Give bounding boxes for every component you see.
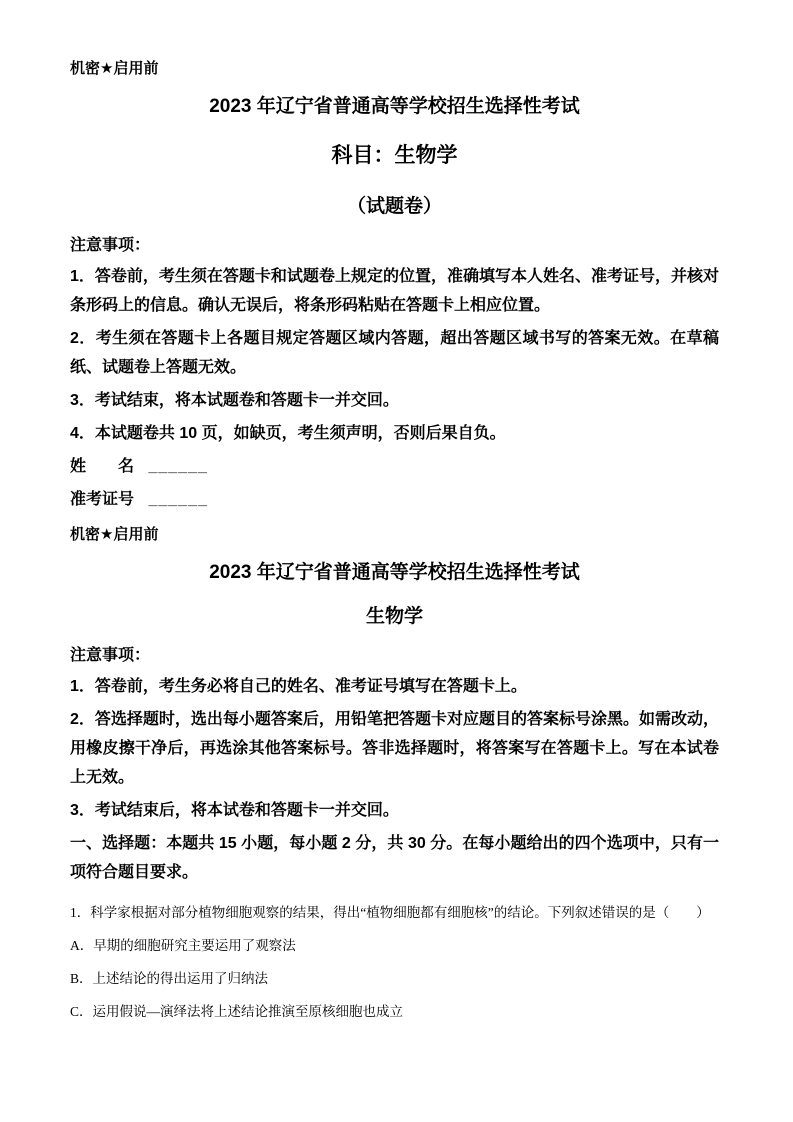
- question-1-stem: 1．科学家根据对部分植物细胞观察的结果，得出“植物细胞都有细胞核”的结论。下列叙述错误的是（ ）: [70, 905, 710, 920]
- notice-heading-paper: 注意事项：: [70, 647, 151, 664]
- confidential-label-paper: 机密★启用前: [70, 526, 159, 543]
- cover-note-2: 2．考生须在答题卡上各题目规定答题区域内答题，超出答题区域书写的答案无效。在草稿纸、试题卷上答题无效。: [70, 330, 719, 376]
- candidate-number-field-row: [70, 485, 719, 514]
- question-1-option-c: C．运用假说—演绎法将上述结论推演至原核细胞也成立: [70, 1004, 404, 1019]
- exam-title-cover: 2023 年辽宁省普通高等学校招生选择性考试: [209, 96, 580, 117]
- paper-type-label: （试题卷）: [346, 196, 442, 217]
- candidate-number-blank: ______: [148, 491, 208, 508]
- notice-heading-cover: 注意事项：: [70, 237, 151, 254]
- cover-note-1: 1．答卷前，考生须在答题卡和试题卷上规定的位置，准确填写本人姓名、准考证号，并核对条形码上的信息。确认无误后，将条形码粘贴在答题卡上相应位置。: [70, 268, 719, 314]
- exam-title-paper: 2023 年辽宁省普通高等学校招生选择性考试: [209, 562, 580, 583]
- confidential-label-cover: 机密★启用前: [70, 60, 159, 77]
- cover-note-3: 3．考试结束，将本试题卷和答题卡一并交回。: [70, 392, 399, 409]
- cover-note-4: 4．本试题卷共 10 页，如缺页，考生须声明，否则后果自负。: [70, 425, 506, 442]
- question-1-option-a: A．早期的细胞研究主要运用了观察法: [70, 938, 296, 953]
- paper-note-1: 1．答卷前，考生务必将自己的姓名、准考证号填写在答题卡上。: [70, 678, 527, 695]
- name-blank: ______: [148, 458, 208, 475]
- paper-note-2: 2．答选择题时，选出每小题答案后，用铅笔把答题卡对应题目的答案标号涂黑。如需改动，用橡皮擦干净后，再选涂其他答案标号。答非选择题时，将答案写在答题卡上。写在本试卷上无效。: [70, 711, 719, 786]
- paper-note-3: 3．考试结束后，将本试卷和答题卡一并交回。: [70, 802, 399, 819]
- name-field-row: [70, 452, 719, 481]
- subject-line-cover: 科目：生物学: [331, 144, 458, 167]
- section-one-heading: 一、选择题：本题共 15 小题，每小题 2 分，共 30 分。在每小题给出的四个选项中，只有一项符合题目要求。: [70, 835, 719, 881]
- name-label: 姓 名: [70, 458, 135, 475]
- question-1-option-b: B．上述结论的得出运用了归纳法: [70, 971, 269, 986]
- subject-line-paper: 生物学: [365, 606, 423, 627]
- candidate-number-label: 准考证号: [70, 491, 135, 508]
